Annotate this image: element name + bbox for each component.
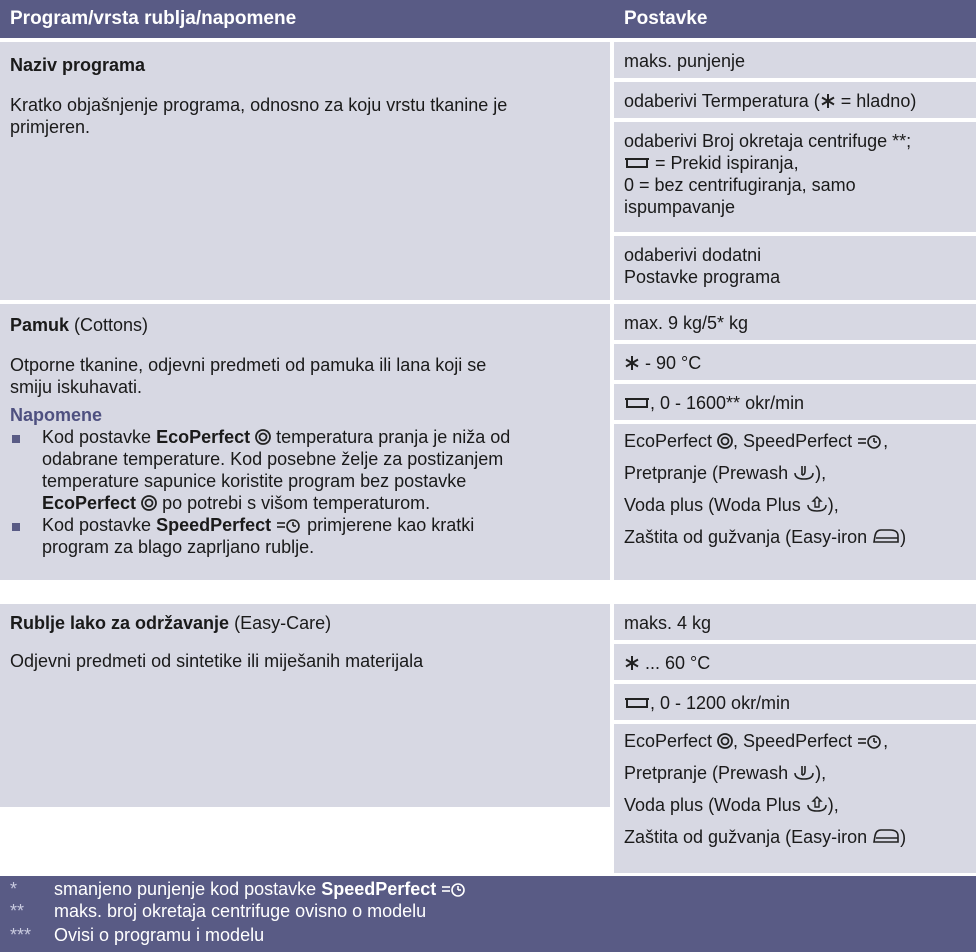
setting-load: maks. 4 kg (614, 604, 976, 640)
header-settings: Postavke (624, 8, 708, 29)
setting-temperature: ... 60 °C (614, 644, 976, 680)
section-naziv-left (0, 42, 610, 300)
easy-iron-icon (872, 527, 900, 545)
snowflake-icon (820, 93, 836, 109)
prewash-icon (793, 763, 815, 781)
setting-temperature: odaberivi Termperatura ( = hladno) (614, 82, 976, 118)
eco-perfect-icon (717, 733, 733, 749)
section-title: Rublje lako za održavanje (10, 613, 230, 633)
setting-spin: odaberivi Broj okretaja centrifuge **; = Prekid ispiranja, 0 = bez centrifugiranja, samo ispumpavanje (614, 122, 976, 232)
eco-perfect-icon (717, 433, 733, 449)
setting-spin: , 0 - 1200 okr/min (614, 684, 976, 720)
speed-perfect-icon (857, 733, 883, 749)
water-plus-icon (806, 495, 828, 513)
snowflake-icon (624, 655, 640, 671)
footnotes: * smanjeno punjenje kod postavke SpeedPerfect ** maks. broj okretaja centrifuge ovisno o modelu *** Ovisi o programu i modelu (0, 876, 976, 952)
speed-perfect-icon (276, 517, 302, 533)
easy-iron-icon (872, 827, 900, 845)
rinse-hold-icon (624, 397, 650, 411)
speed-perfect-icon (441, 881, 467, 897)
setting-load: maks. punjenje (614, 42, 976, 78)
section-desc-line: primjeren. (10, 117, 91, 137)
section-desc-line: Kratko objašnjenje programa, odnosno za koju vrstu tkanine je (10, 95, 508, 115)
snowflake-icon (624, 355, 640, 371)
section-title: Pamuk (10, 315, 70, 335)
rinse-hold-icon (624, 697, 650, 711)
table-header (0, 0, 976, 38)
water-plus-icon (806, 795, 828, 813)
section-title: Naziv programa (10, 55, 146, 75)
section-easycare-left: Rublje lako za održavanje (Easy-Care) Odjevni predmeti od sintetike ili miješanih materijala (0, 604, 610, 807)
bullet (12, 523, 20, 531)
header-program: Program/vrsta rublja/napomene (10, 8, 297, 29)
setting-options: EcoPerfect , SpeedPerfect , Pretpranje (Prewash ), Voda plus (Woda Plus ), Zaštita od gužvanja (Easy-iron ) (614, 424, 976, 580)
notes-heading: Napomene (10, 405, 103, 425)
setting-spin: , 0 - 1600** okr/min (614, 384, 976, 420)
prewash-icon (793, 463, 815, 481)
eco-perfect-icon (141, 495, 157, 511)
setting-extras: odaberivi dodatni Postavke programa (614, 236, 976, 300)
setting-temperature: - 90 °C (614, 344, 976, 380)
eco-perfect-icon (255, 429, 271, 445)
bullet (12, 435, 20, 443)
setting-options: EcoPerfect , SpeedPerfect , Pretpranje (Prewash ), (614, 724, 976, 807)
speed-perfect-icon (857, 433, 883, 449)
setting-options-cont: Voda plus (Woda Plus ), Zaštita od gužvanja (Easy-iron ) (614, 807, 976, 873)
rinse-hold-icon (624, 157, 650, 171)
setting-load: max. 9 kg/5* kg (614, 304, 976, 340)
section-pamuk-left: Pamuk (Cottons) Otporne tkanine, odjevni predmeti od pamuka ili lana koji se smiju iskuhavati. Napomene Kod postavke EcoPerfect temperatura pranja je niža od odabrane temperature. Kod posebne želje za postizanjem temperature sapunice koristite program bez postavke EcoPerfect po potrebi s višom temperaturom. Kod postavke SpeedPerfect primjerene kao kratki program za blago zaprljano rublje. (0, 304, 610, 580)
